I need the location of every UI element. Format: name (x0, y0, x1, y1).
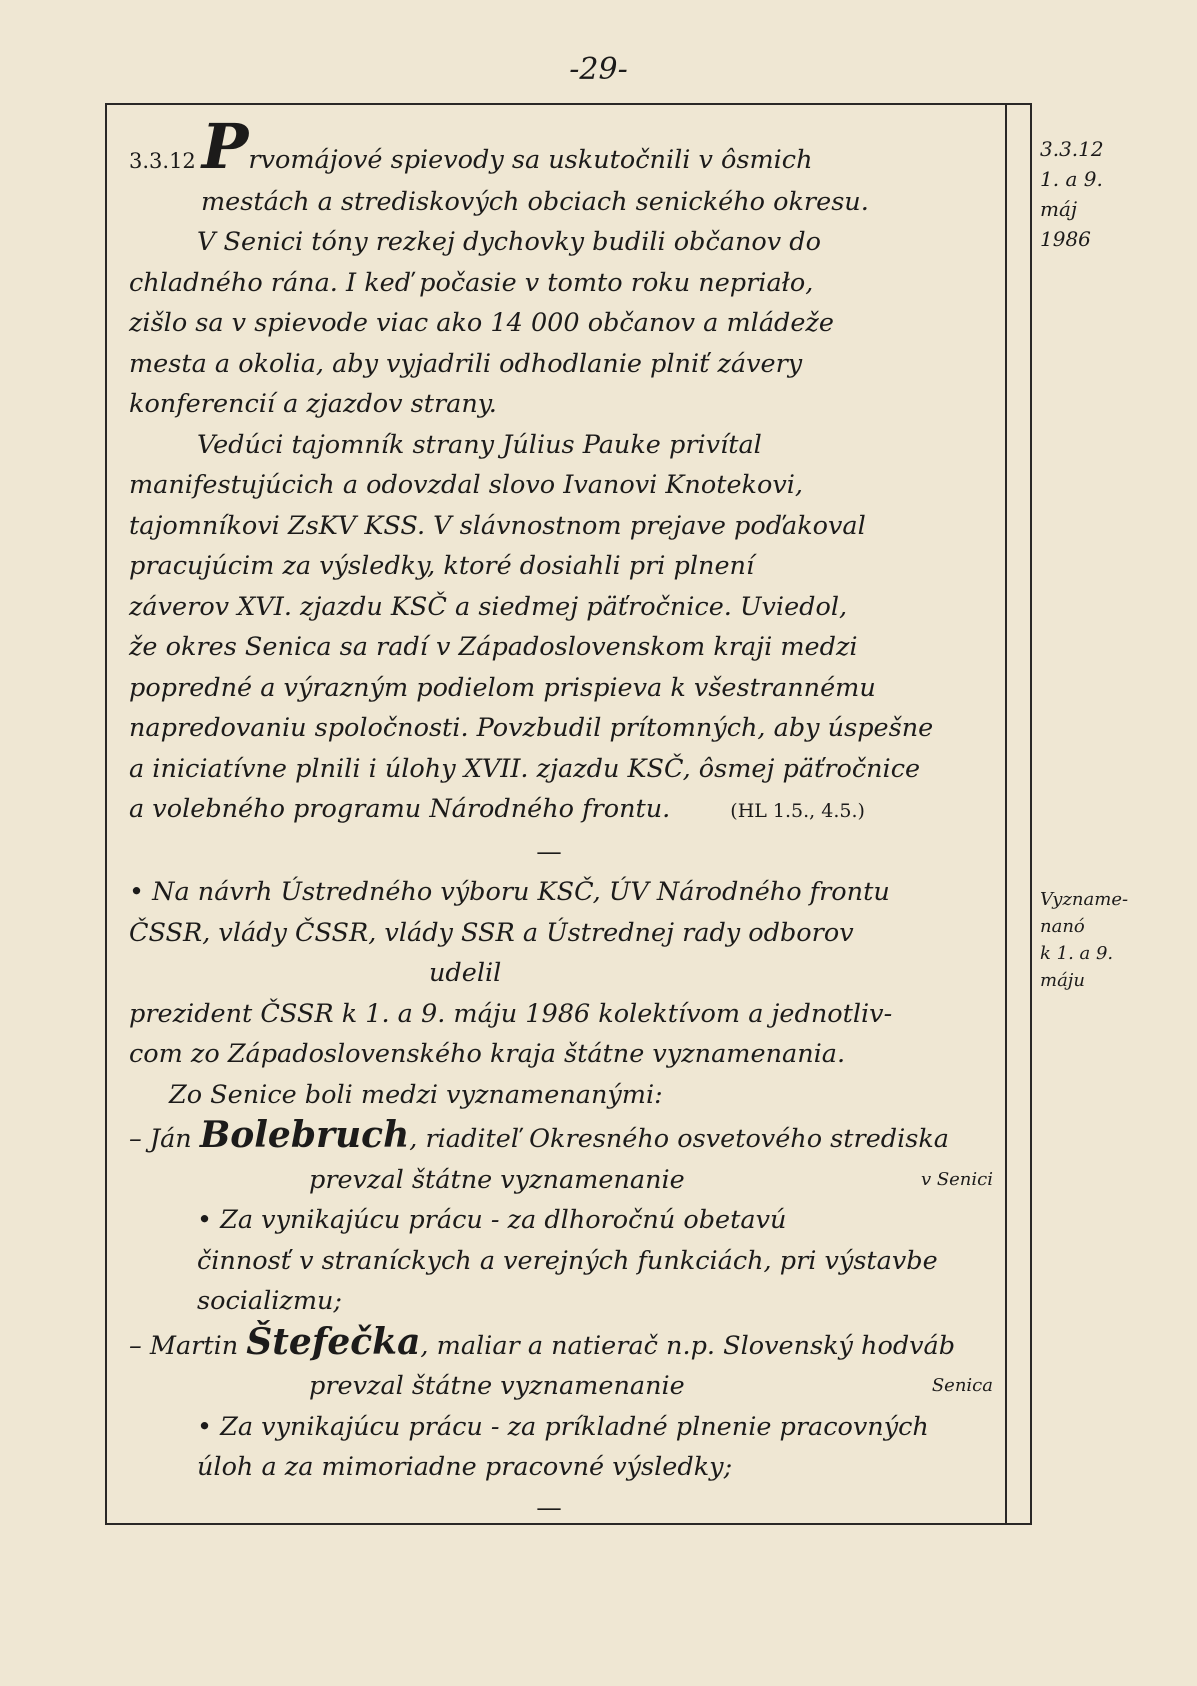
award-1-line (129, 1200, 999, 1241)
text-line: že okres Senica sa radí v Západoslovenskom kraji medzi (129, 632, 858, 662)
section-code: 3.3.12 (129, 149, 196, 173)
margin-note-line: 1. a 9. (1040, 167, 1103, 191)
award-reason: - za príkladné plnenie pracovných (482, 1411, 929, 1442)
end-mark: — (536, 1492, 562, 1523)
text-line: tajomníkovi ZsKV KSS. V slávnostnom prejave poďakoval (129, 510, 866, 541)
margin-note-line: k 1. a 9. (1040, 943, 1114, 964)
chronicle-text (129, 110, 999, 1528)
text-line: manifestujúcich a odovzdal slovo Ivanovi Knotekovi, (129, 470, 804, 500)
margin-note-line: nanó (1040, 916, 1085, 937)
text-line: Vedúci tajomník strany Július Pauke privítal (197, 429, 762, 460)
text-line: prevzal štátne vyznamenanie (309, 1164, 685, 1195)
text-line: • Na návrh Ústredného výboru KSČ, ÚV Národného frontu (129, 877, 890, 907)
award-2-line (129, 1407, 999, 1448)
margin-note-line: Vyzname- (1040, 889, 1129, 910)
text-line: činnosť v straníckych a verejných funkciách, pri výstavbe (197, 1245, 938, 1276)
awardee-prefix: – Ján (129, 1124, 200, 1154)
text-line: pracujúcim za výsledky, ktoré dosiahli pri plnení (129, 551, 755, 581)
margin-note-2 (1040, 886, 1128, 994)
text-line: a iniciatívne plnili i úlohy XVII. zjazdu KSČ, ôsmej päťročnice (129, 753, 921, 784)
text-line-with-citation (129, 789, 999, 832)
awardee-2-line (129, 1322, 999, 1367)
section-1-line-1 (129, 110, 999, 183)
margin-note-line: 3.3.12 (1040, 137, 1104, 161)
awardee-2-prevzal-line (129, 1366, 999, 1407)
margin-rule (1005, 105, 1007, 1523)
text-line: udelil (429, 958, 502, 988)
award-name: • Za vynikajúcu prácu (197, 1205, 483, 1235)
page-number: -29- (569, 52, 628, 87)
award-reason: - za dlhoročnú obetavú (482, 1205, 787, 1235)
margin-note-line: máju (1040, 970, 1085, 991)
drop-initial: P (201, 110, 249, 183)
text-line: mestách a strediskových obciach senického okresu. (201, 186, 869, 217)
text-line: socializmu; (197, 1286, 343, 1316)
text-line: chladného rána. I keď počasie v tomto roku nepriało, (129, 267, 814, 298)
text-line: popredné a výrazným podielom prispieva k všestrannému (129, 672, 876, 703)
source-citation: (HL 1.5., 4.5.) (730, 800, 865, 822)
awardee-place: v Senici (920, 1168, 993, 1190)
awardee-surname: Štefečka (246, 1320, 421, 1363)
awardee-1-prevzal-line (129, 1160, 999, 1201)
text-line: rvomájové spievody sa uskutočnili v ôsmich (248, 145, 813, 175)
awardee-place: Senica (931, 1375, 993, 1396)
awardee-role: , riaditeľ Okresného osvetového strediska (409, 1124, 950, 1154)
award-name: • Za vynikajúcu prácu (197, 1411, 483, 1442)
page-frame (105, 103, 1032, 1525)
section-2 (129, 872, 999, 1528)
text-line: prevzal štátne vyznamenanie (309, 1371, 685, 1401)
text-line: a volebného programu Národného frontu. (129, 794, 671, 824)
margin-note-1 (1040, 134, 1104, 254)
text-line: com zo Západoslovenského kraja štátne vyznamenania. (129, 1039, 846, 1069)
margin-note-line: máj (1040, 197, 1078, 221)
margin-note-line: 1986 (1040, 227, 1091, 251)
text-line: V Senici tóny rezkej dychovky budili občanov do (197, 227, 821, 257)
section-separator: — (536, 836, 562, 867)
section-1 (129, 110, 999, 832)
awardee-role: , maliar a natierač n.p. Slovenský hodváb (420, 1330, 956, 1361)
text-line: úloh a za mimoriadne pracovné výsledky; (197, 1452, 733, 1482)
text-line: mesta a okolia, aby vyjadrili odhodlanie plniť závery (129, 348, 803, 379)
text-line: zišlo sa v spievode viac ako 14 000 občanov a mládeže (129, 308, 834, 338)
text-line: záverov XVI. zjazdu KSČ a siedmej päťročnice. Uviedol, (129, 591, 848, 622)
text-line: prezident ČSSR k 1. a 9. máju 1986 kolektívom a jednotliv- (129, 998, 893, 1029)
awardee-surname: Bolebruch (199, 1114, 410, 1156)
text-line: ČSSR, vlády ČSSR, vlády SSR a Ústrednej rady odborov (129, 917, 854, 948)
text-line: Zo Senice boli medzi vyznamenanými: (169, 1079, 663, 1110)
text-line: konferencií a zjazdov strany. (129, 389, 497, 419)
text-line: napredovaniu spoločnosti. Povzbudil prítomných, aby úspešne (129, 713, 934, 743)
awardee-1-line (129, 1115, 999, 1160)
awardee-prefix: – Martin (129, 1330, 247, 1361)
